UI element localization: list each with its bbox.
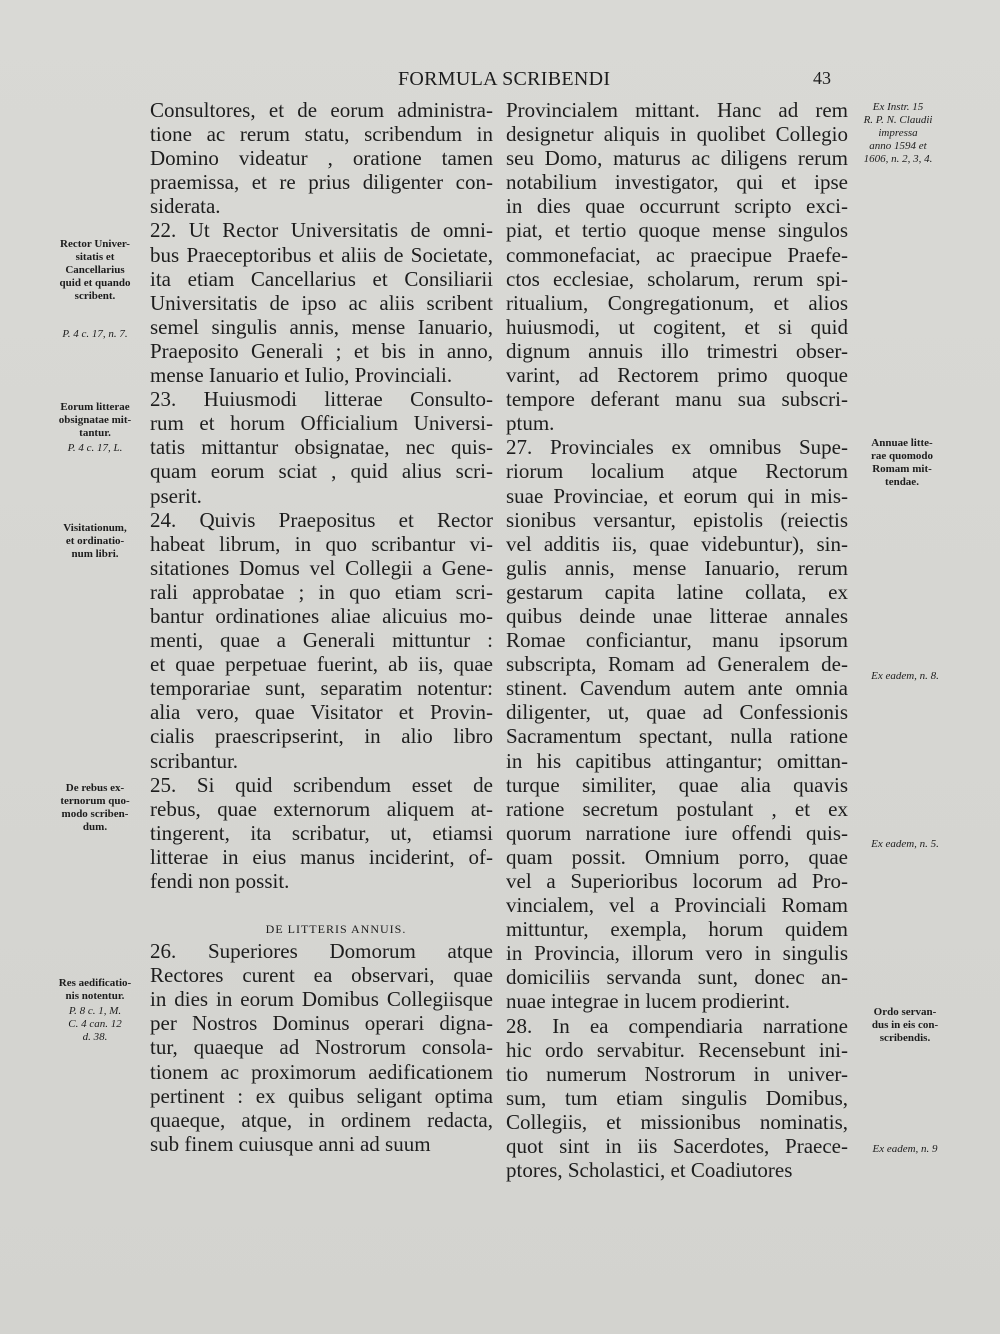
text-line: quorum narratione iure offendi quis- — [506, 820, 848, 845]
text-line: Rectores curent ea observari, quae — [150, 963, 493, 988]
text-line: sub finem cuiusque anni ad suum — [150, 1131, 431, 1156]
margin-note-externorum — [40, 782, 150, 834]
text-line: turque similiter, quae alia quavis — [506, 772, 848, 797]
right-text-column — [506, 98, 848, 1182]
text-line: tatis mittantur obsignatae, nec quis- — [150, 435, 493, 460]
text-line: seu Domo, maturus ac diligens rerum — [506, 146, 848, 171]
text-line: litterae in eius manus inciderint, of- — [150, 844, 493, 869]
text-line: domiciliis servanda sunt, donec an- — [506, 965, 848, 990]
text-line: Praeposito Generali ; et bis in anno, — [150, 338, 493, 363]
text-line: temporariae sunt, separatim notentur: — [150, 676, 493, 701]
text-line: hic ordo servabitur. Recensebunt ini- — [506, 1037, 848, 1062]
left-column-lines-after-heading — [150, 939, 493, 1156]
text-line: tur, quaeque ad Nostrorum consola- — [150, 1035, 493, 1060]
note-line: tantur. — [79, 427, 111, 439]
text-line: ptores, Scholastici, et Coadiutores — [506, 1158, 793, 1183]
text-line: bus Praeceptoribus et aliis de Societate, — [150, 242, 493, 267]
note-line: De rebus ex- — [65, 782, 125, 794]
text-line: nuae integrae in lucem prodierint. — [506, 989, 790, 1014]
text-line: huiusmodi, ut cogitent, et si quid — [506, 314, 848, 339]
margin-note-visitationum — [40, 522, 150, 561]
text-line: in Provincia, illorum vero in singulis — [506, 941, 848, 966]
text-line: cialis praescripserint, in alio libro — [150, 724, 493, 749]
note-line: Ex eadem, n. 5. — [871, 838, 939, 850]
text-line: bantur ordinationes aliae alicuius mo- — [150, 603, 493, 628]
text-line: suae Provinciae, et eorum qui in mis- — [506, 483, 848, 508]
text-line: in his capitibus attingantur; omittan- — [506, 748, 848, 773]
note-line: rae quomodo — [870, 450, 934, 462]
text-line: ctos ecclesiae, scholarum, rerum spi- — [506, 266, 848, 291]
note-line: tendae. — [885, 476, 919, 488]
margin-note-rector — [40, 238, 150, 303]
margin-note-ex-eadem-8 — [850, 670, 960, 683]
text-line: subscripta, Romam ad Generalem de- — [506, 652, 848, 677]
text-line: alia vero, quae Visitator et Provin- — [150, 700, 493, 725]
note-line: C. 4 can. 12 — [68, 1018, 122, 1030]
note-line: Res aedificatio- — [58, 977, 132, 989]
note-line: Eorum litterae — [60, 401, 130, 413]
text-line: vel a Superioribus locorum ad Pro- — [506, 869, 848, 893]
margin-note-ex-instr — [842, 101, 954, 166]
text-line: ita etiam Cancellarius et Consiliarii — [150, 266, 493, 291]
text-line: in dies quae occurrunt scripto exci- — [506, 194, 848, 219]
text-line: ritualium, Congregationum, et alios — [506, 290, 848, 315]
note-line: Annuae litte- — [871, 437, 933, 449]
text-line: gulis annis, mense Ianuario, rerum — [506, 555, 848, 580]
text-line: Romae conficiantur, manu ipsorum — [506, 628, 848, 653]
text-line: Provincialem mittant. Hanc ad rem — [506, 98, 848, 122]
text-line: quam eorum sciat , quid alius scri- — [150, 459, 493, 484]
text-line: quot sint in iis Sacerdotes, Praece- — [506, 1134, 848, 1159]
note-line: scribendis. — [879, 1032, 931, 1044]
margin-note-obsignatae — [40, 401, 150, 440]
text-line: ratione secretum postulant , et ex — [506, 796, 848, 821]
margin-note-ref-3 — [40, 1005, 150, 1044]
note-line: P. 8 c. 1, M. — [68, 1005, 122, 1017]
text-line: Sacramentum spectant, nulla ratione — [506, 724, 848, 749]
text-line: rali approbatae ; in quo etiam scri- — [150, 579, 493, 604]
note-line: num libri. — [71, 548, 119, 560]
note-line: scribent. — [74, 290, 116, 302]
margin-note-ex-eadem-9 — [850, 1143, 960, 1156]
text-line: notabilium investigator, qui et ipse — [506, 170, 848, 195]
text-line: vel additis iis, quae videbuntur), sin- — [506, 531, 848, 556]
text-line: quaeque, atque, in ordinem redacta, — [150, 1107, 493, 1132]
text-line: tionem ac proximorum aedificationem — [150, 1059, 493, 1084]
margin-note-ex-eadem-5 — [850, 838, 960, 851]
text-line: semel singulis annis, mense Ianuario, — [150, 314, 493, 339]
note-line: Romam mit- — [872, 463, 932, 475]
text-line: ptum. — [506, 411, 555, 436]
text-line: quibus deinde unae litterae annales — [506, 603, 848, 628]
note-line: quid et quando — [59, 277, 131, 289]
note-line: dus in eis con- — [871, 1019, 939, 1031]
note-line: Ex eadem, n. 9 — [872, 1143, 938, 1155]
text-line: scribantur. — [150, 748, 239, 773]
page-number: 43 — [813, 68, 831, 88]
text-line: et quae perpetuae fuerint, ab iis, quae — [150, 652, 493, 677]
margin-note-ref-2 — [40, 442, 150, 455]
text-line: piat, et tertio quoque mense singulos — [506, 218, 848, 243]
note-line: impressa — [878, 127, 918, 139]
note-line: modo scriben- — [61, 808, 129, 820]
note-line: Ex Instr. 15 — [872, 101, 924, 113]
text-line: designetur aliquis in quolibet Collegio — [506, 122, 848, 147]
text-line: varint, ad Rectorem primo quoque — [506, 363, 848, 388]
note-line: P. 4 c. 17, n. 7. — [62, 328, 128, 340]
text-line: vincialem, vel a Provinciali Romam — [506, 893, 848, 918]
note-line: sitatis et — [75, 251, 115, 263]
right-column-lines — [506, 98, 848, 1182]
note-line: et ordinatio- — [65, 535, 125, 547]
text-line: 28. In ea compendiaria narratione — [506, 1013, 848, 1038]
text-line: sum, tum etiam singulis Domibus, — [506, 1085, 848, 1110]
note-line: Rector Univer- — [60, 238, 130, 250]
text-line: praemissa, et re prius diligenter con- — [150, 170, 493, 195]
text-line: tio numerum Nostrorum in univer- — [506, 1061, 848, 1086]
text-line: diligenter, ut, quae ad Confessionis — [506, 700, 848, 725]
text-line: Domino videatur , oratione tamen — [150, 146, 493, 171]
text-line: mittuntur, exempla, horum quidem — [506, 917, 848, 942]
margin-note-ref-1 — [40, 328, 150, 341]
note-line: obsignatae mit- — [58, 414, 132, 426]
margin-note-ordo — [850, 1006, 960, 1045]
text-line: habeat librum, in quo scribantur vi- — [150, 531, 493, 556]
note-line: Ordo servan- — [873, 1006, 937, 1018]
text-line: rebus, quae externorum aliquem at- — [150, 796, 493, 821]
text-line: pertinent : ex quibus seligant optima — [150, 1083, 493, 1108]
text-line: sionibus versantur, epistolis (reiectis — [506, 507, 848, 532]
note-line: 1606, n. 2, 3, 4. — [863, 153, 933, 165]
note-line: d. 38. — [82, 1031, 108, 1043]
text-line: in dies in eorum Domibus Collegiisque — [150, 987, 493, 1012]
left-column-lines — [150, 98, 493, 893]
note-line: Ex eadem, n. 8. — [871, 670, 939, 682]
page-header — [0, 68, 1000, 96]
text-line: menti, quae a Generali mittuntur : — [150, 628, 493, 653]
text-line: per Nostros Dominus operari digna- — [150, 1011, 493, 1036]
text-line: tione ac rerum statu, scribendum in — [150, 122, 493, 147]
note-line: P. 4 c. 17, L. — [67, 442, 123, 454]
text-line: riorum localium atque Rectorum — [506, 459, 848, 484]
text-line: 22. Ut Rector Universitatis de omni- — [150, 218, 493, 243]
text-line: stinent. Cavendum autem ante omnia — [506, 676, 848, 701]
note-line: Visitationum, — [63, 522, 127, 534]
note-line: dum. — [82, 821, 108, 833]
text-line: 25. Si quid scribendum esset de — [150, 772, 493, 797]
text-line: tempore deferant manu sua subscri- — [506, 387, 848, 412]
text-line: tingerent, ita scribatur, ut, etiamsi — [150, 820, 493, 845]
text-line: siderata. — [150, 194, 221, 219]
text-line: 23. Huiusmodi litterae Consulto- — [150, 387, 493, 412]
note-line: anno 1594 et — [869, 140, 927, 152]
text-line: gestarum capita latine collata, ex — [506, 579, 848, 604]
text-line: dignum annuis illo trimestri obser- — [506, 338, 848, 363]
text-line: 24. Quivis Praepositus et Rector — [150, 507, 493, 532]
text-line: pserit. — [150, 483, 202, 508]
text-line: Universitatis de ipso ac aliis scribent — [150, 290, 493, 315]
margin-note-aedificationis — [40, 977, 150, 1003]
text-line: 26. Superiores Domorum atque — [150, 939, 493, 964]
text-line: quam possit. Omnium porro, quae — [506, 844, 848, 869]
text-line: sitationes Domus vel Collegii a Gene- — [150, 555, 493, 580]
text-line: Consultores, et de eorum administra- — [150, 98, 493, 122]
text-line: Collegiis, et missionibus nominatis, — [506, 1109, 848, 1134]
section-heading: DE LITTERIS ANNUIS. — [265, 922, 407, 936]
text-line: mense Ianuario et Iulio, Provinciali. — [150, 363, 453, 388]
text-line: 27. Provinciales ex omnibus Supe- — [506, 435, 848, 460]
text-line: commonefaciat, ac praecipue Praefe- — [506, 242, 848, 267]
text-line: fendi non possit. — [150, 869, 290, 893]
text-line: rum et horum Officialium Universi- — [150, 411, 493, 436]
left-text-column — [150, 98, 493, 1156]
note-line: Cancellarius — [65, 264, 125, 276]
margin-note-annuae — [850, 437, 954, 489]
note-line: R. P. N. Claudii — [863, 114, 933, 126]
note-line: ternorum quo- — [60, 795, 130, 807]
running-title: FORMULA SCRIBENDI — [398, 68, 611, 90]
note-line: nis notentur. — [65, 990, 125, 1002]
